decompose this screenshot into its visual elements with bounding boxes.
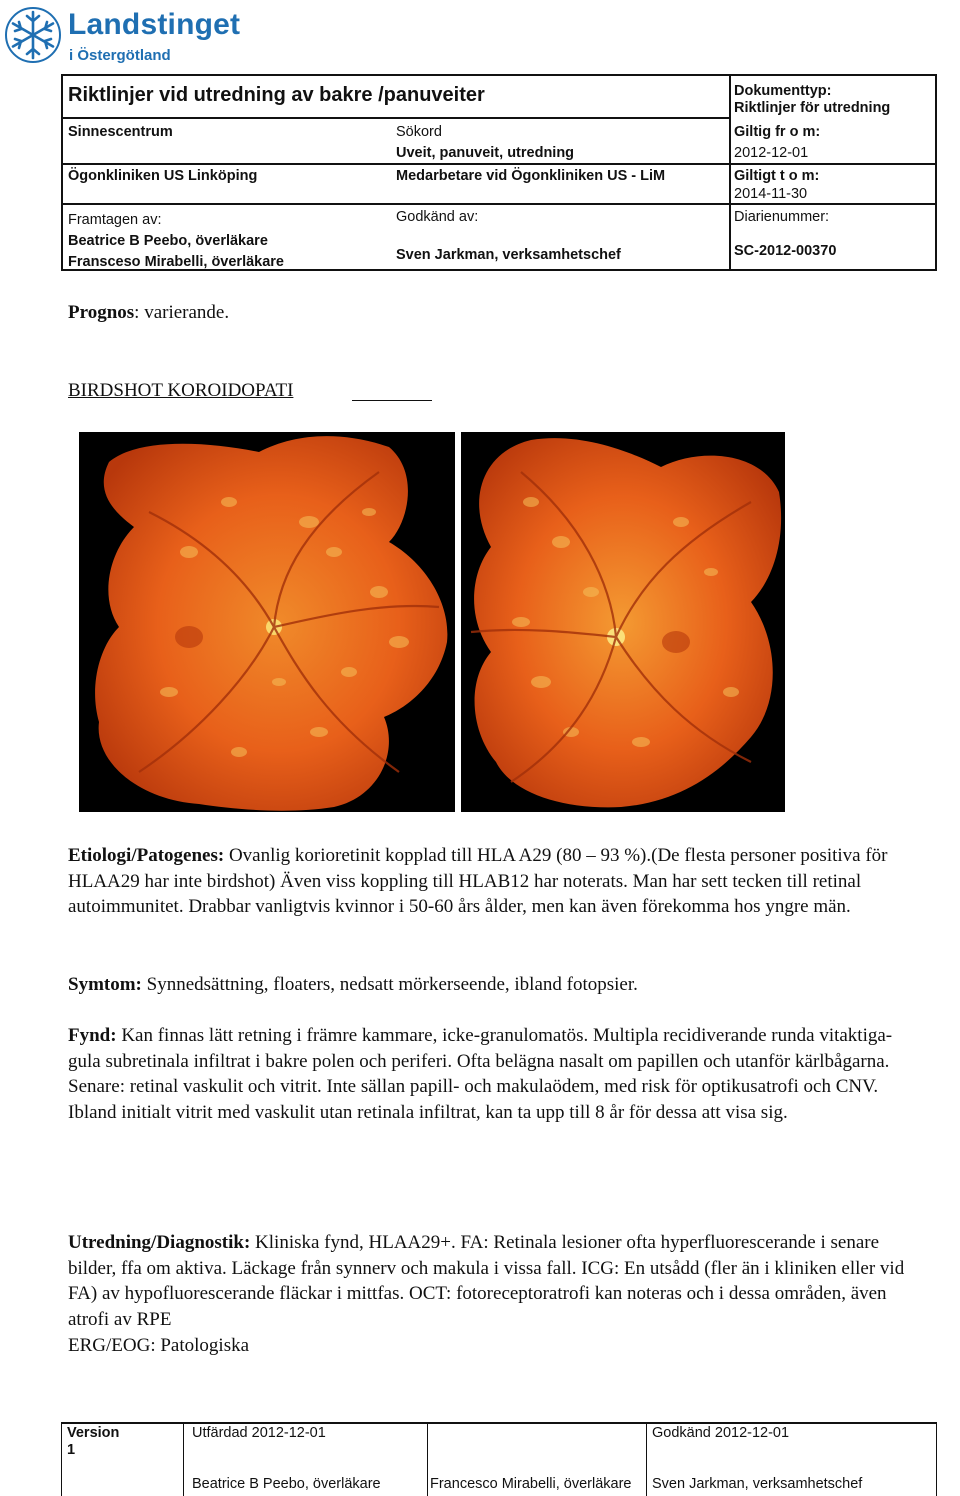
staff: Medarbetare vid Ögonkliniken US - LiM bbox=[396, 168, 666, 184]
logo-name: Landstinget bbox=[68, 8, 241, 41]
utredning-text: Kliniska fynd, HLAA29+. FA: Retinala lesioner ofta hyperfluorescerande i senare bilder, ffa om aktiva. Läckage från synnerv och makula i vissa fall. ICG: En utsådd (fler än i kliniken eller vid FA) av hypofluorescerande fläckar i mittfas. OCT: fotoreceptoratrofi kan noteras och i dessa områden, även atrofi av RPE bbox=[68, 1232, 905, 1330]
symtom-paragraph bbox=[68, 972, 908, 998]
snowflake-logo-icon bbox=[2, 4, 64, 66]
approved-label: Godkänd av: bbox=[396, 209, 479, 225]
prognos-paragraph bbox=[68, 300, 908, 326]
version-label: Version bbox=[67, 1425, 120, 1441]
etiologi-paragraph bbox=[68, 843, 908, 920]
symtom-text: Synnedsättning, floaters, nedsatt mörkerseende, ibland fotopsier. bbox=[141, 974, 638, 995]
valid-from-label: Giltig fr o m: bbox=[734, 124, 821, 140]
section-heading: BIRDSHOT KOROIDOPATI bbox=[68, 380, 294, 401]
footer-author-3: Sven Jarkman, verksamhetschef bbox=[652, 1476, 863, 1492]
prepared-by-1: Beatrice B Peebo, överläkare bbox=[68, 233, 268, 249]
doc-type-label: Dokumenttyp: bbox=[734, 83, 832, 99]
keyword-value: Uveit, panuveit, utredning bbox=[396, 145, 575, 161]
department: Sinnescentrum bbox=[68, 124, 173, 140]
document-footer bbox=[61, 1422, 937, 1496]
issued-date: Utfärdad 2012-12-01 bbox=[192, 1425, 326, 1441]
valid-to-value: 2014-11-30 bbox=[734, 186, 808, 202]
fundus-photo-left-eye bbox=[79, 432, 455, 812]
logo-region: i Östergötland bbox=[69, 47, 171, 64]
valid-from-value: 2012-12-01 bbox=[734, 145, 809, 161]
erg-paragraph: ERG/EOG: Patologiska bbox=[68, 1335, 250, 1356]
registry-value: SC-2012-00370 bbox=[734, 243, 837, 259]
prepared-label: Framtagen av: bbox=[68, 212, 162, 228]
document-header-table bbox=[61, 74, 937, 271]
etiologi-label: Etiologi/Patogenes: bbox=[68, 845, 225, 866]
utredning-paragraph bbox=[68, 1230, 908, 1332]
prognos-label: Prognos bbox=[68, 302, 135, 323]
heading-underline bbox=[352, 400, 432, 401]
registry-label: Diarienummer: bbox=[734, 209, 830, 225]
valid-to-label: Giltigt t o m: bbox=[734, 168, 820, 184]
prognos-text: : varierande. bbox=[134, 302, 230, 323]
doc-type-value: Riktlinjer för utredning bbox=[734, 100, 891, 116]
fynd-paragraph bbox=[68, 1023, 908, 1125]
document-title: Riktlinjer vid utredning av bakre /panuveiter bbox=[68, 84, 485, 106]
logo bbox=[2, 4, 272, 70]
keyword-label: Sökord bbox=[396, 124, 442, 140]
fundus-photo-right-eye bbox=[461, 432, 785, 812]
etiologi-text: Ovanlig korioretinit kopplad till HLA A29 (80 – 93 %).(De flesta personer positiva för HLAA29 har inte birdshot) Även viss koppling till HLAB12 har noterats. Man har sett tecken till retinal autoimmunitet. Drabbar vanligtvis kvinnor i 50-60 års ålder, men kan även förekomma hos yngre män. bbox=[68, 845, 888, 918]
version-value: 1 bbox=[67, 1442, 76, 1458]
symtom-label: Symtom: bbox=[68, 974, 142, 995]
footer-author-1: Beatrice B Peebo, överläkare bbox=[192, 1476, 381, 1492]
utredning-label: Utredning/Diagnostik: bbox=[68, 1232, 251, 1253]
fynd-text: Kan finnas lätt retning i främre kammare, icke-granulomatös. Multipla recidiverande runda vitaktiga-gula subretinala infiltrat i bakre polen och periferi. Ofta belägna nasalt om papillen och utanför kärlbågarna. Senare: retinal vaskulit och vitrit. Inte sällan papill- och makulaödem, med risk för optikusatrofi och CNV. Ibland initialt vitrit med vaskulit utan retinala infiltrat, kan ta upp till 8 år för dessa att visa sig. bbox=[68, 1025, 893, 1123]
clinic: Ögonkliniken US Linköping bbox=[68, 168, 258, 184]
footer-author-2: Francesco Mirabelli, överläkare bbox=[430, 1476, 632, 1492]
approved-by: Sven Jarkman, verksamhetschef bbox=[396, 247, 621, 263]
prepared-by-2: Fransceso Mirabelli, överläkare bbox=[68, 254, 284, 270]
approved-date: Godkänd 2012-12-01 bbox=[652, 1425, 790, 1441]
fynd-label: Fynd: bbox=[68, 1025, 117, 1046]
